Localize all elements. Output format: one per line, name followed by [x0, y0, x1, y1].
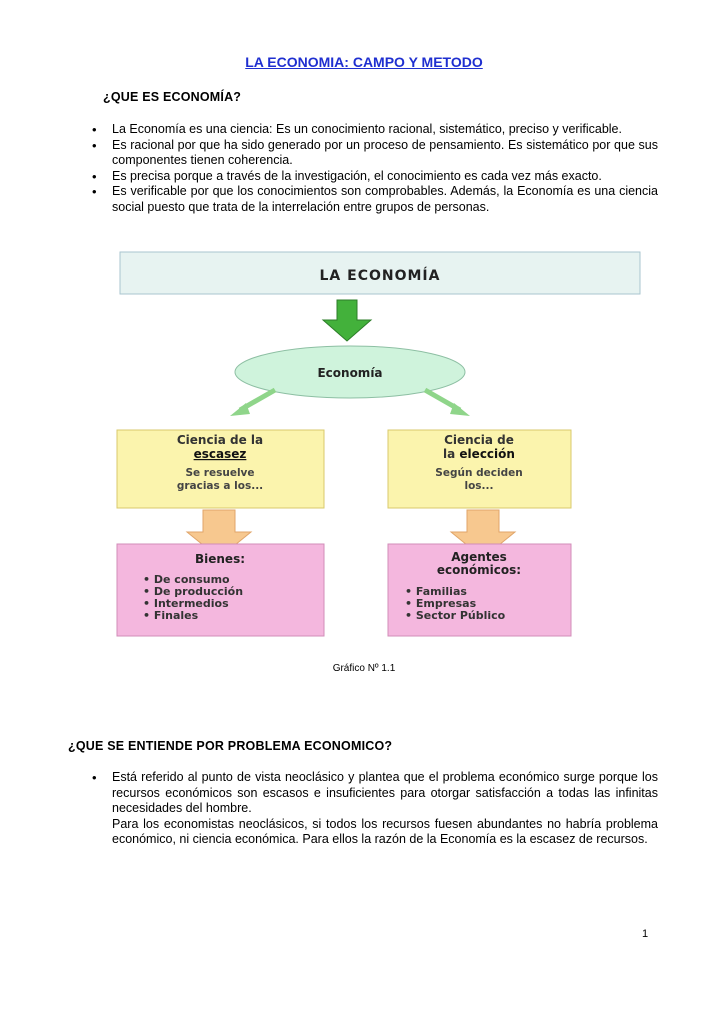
escasez-line3: Se resuelve [185, 467, 255, 479]
page-number: 1 [642, 928, 649, 940]
section-heading-que-es-economia: ¿QUE ES ECONOMÍA? [103, 90, 242, 104]
bienes-item: • De producción [143, 585, 244, 598]
eleccion-line4: los... [464, 480, 494, 492]
bienes-title: Bienes: [194, 552, 246, 566]
list-item [90, 184, 658, 215]
diag-arrow-right-icon [425, 390, 470, 416]
eleccion-line3: Según deciden [435, 467, 523, 479]
eleccion-line2 [443, 447, 515, 461]
agentes-item: • Sector Público [405, 609, 506, 622]
diag-arrow-left-icon [230, 390, 275, 416]
bullet-text: • La Economía es una ciencia: Es un conocimiento racional, sistemático, preciso y verificable. [112, 122, 622, 136]
figure-caption: Gráfico Nº 1.1 [332, 663, 396, 674]
escasez-line1: Ciencia de la [176, 433, 264, 447]
problema-paragraph-2: Para los economistas neoclásicos, si todos los recursos fuesen abundantes no habría problema económico, ni ciencia económica. Para ellos la razón de la Economía es la escasez de recursos. [112, 816, 658, 846]
bullet-text: • Es racional por que ha sido generado por un proceso de pensamiento. Es sistemático por que sus componentes tienen coherencia. [112, 137, 658, 167]
agentes-title2: económicos: [436, 563, 522, 577]
bienes-item: • Intermedios [143, 597, 229, 610]
bullet-text: • Es verificable por que los conocimientos son comprobables. Además, la Economía es una ciencia social puesto que trata de la interrelación entre grupos de personas. [112, 184, 658, 214]
list-item [90, 122, 658, 138]
bullet-text: • Es precisa porque a través de la investigación, el conocimiento es cada vez más exacto. [112, 168, 602, 183]
agentes-item: • Familias [405, 585, 467, 598]
escasez-line4: gracias a los... [176, 480, 264, 492]
section-heading-problema-economico: ¿QUE SE ENTIENDE POR PROBLEMA ECONOMICO? [68, 739, 393, 753]
bienes-item: • De consumo [143, 573, 230, 586]
ellipse-label: Economía [317, 366, 383, 380]
list-item [90, 169, 658, 185]
problema-paragraph-1: • Está referido al punto de vista neoclásico y plantea que el problema económico surge porque los recursos económicos son escasos e insuficientes para otorgar satisfacción a todas las infinitas necesidades del hombre. [112, 770, 658, 815]
list-item [90, 138, 658, 169]
list-item [90, 770, 658, 848]
agentes-item: • Empresas [405, 597, 477, 610]
economia-diagram [115, 248, 645, 648]
economia-bullet-list [90, 122, 658, 215]
agentes-title1: Agentes [451, 550, 507, 564]
green-down-arrow-icon [323, 300, 371, 341]
eleccion-line2-prefix: la [443, 447, 460, 461]
top-box-label: LA ECONOMÍA [319, 268, 441, 284]
problema-bullet-list [90, 770, 658, 848]
bienes-item: • Finales [143, 609, 199, 622]
eleccion-line1: Ciencia de [444, 433, 514, 447]
page-title: LA ECONOMIA: CAMPO Y METODO [245, 54, 483, 70]
escasez-line2: escasez [193, 447, 247, 461]
eleccion-line2-bold: elección [459, 447, 515, 461]
